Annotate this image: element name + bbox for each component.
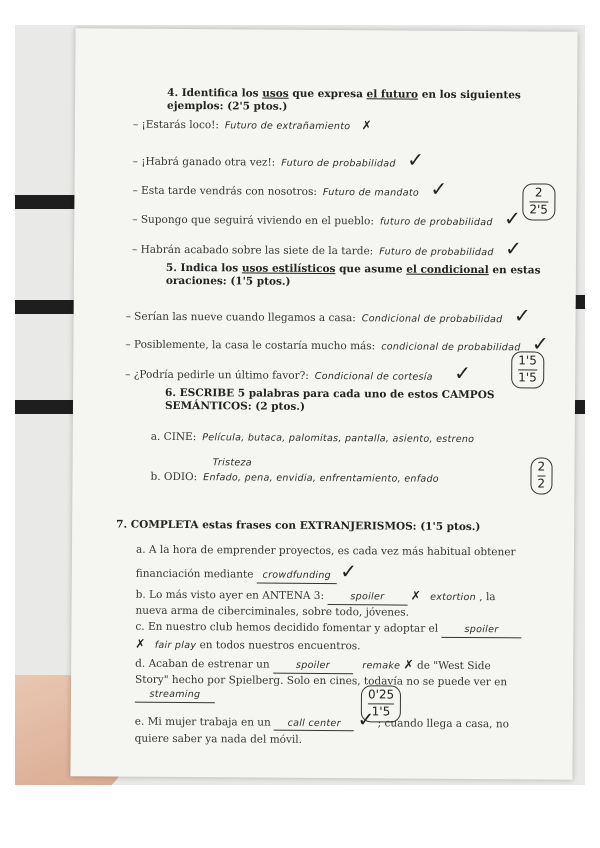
question-6-grade: 2 2 [530, 457, 552, 494]
question-6-item-cine: a. CINE: Película, butaca, palomitas, pantalla, asiento, estreno [150, 430, 475, 446]
question-5-title: 5. Indica los usos estilísticos que asume el condicional en estas oraciones: (1'5 ptos.) [165, 261, 541, 288]
question-6-note: Tristeza [212, 457, 252, 469]
question-7-grade: 0'25 1'5 [361, 685, 401, 722]
question-4-item: – ¡Estarás loco!: Futuro de extrañamiento ✗ [132, 118, 372, 133]
question-7-item: a. A la hora de emprender proyectos, es cada vez más habitual obtener financiación mediante crowdfunding ✓ [135, 543, 516, 584]
question-4-item: – Habrán acabado sobre las siete de la tarde: Futuro de probabilidad ✓ [132, 236, 522, 261]
fabric-stripe [15, 195, 75, 209]
question-5-item: – Serían las nueve cuando llegamos a casa: Condicional de probabilidad ✓ [125, 303, 531, 328]
question-7-items [135, 543, 526, 750]
question-5-item: – Posiblemente, la casa le costaría mucho más: condicional de probabilidad ✓ [125, 331, 549, 356]
question-4-title: 4. Identifica los usos que expresa el futuro en los siguientes ejemplos: (2'5 ptos.) [167, 86, 521, 113]
question-7-title: 7. COMPLETA estas frases con EXTRANJERISMOS: (1'5 ptos.) [116, 518, 481, 534]
fabric-stripe [15, 400, 75, 414]
question-7-item: d. Acaban de estrenar un spoiler remake ✗ de "West Side Story" hecho por Spielberg. Solo en cines, todavía no se puede ver en streaming [135, 654, 525, 705]
question-7-item: b. Lo más visto ayer en ANTENA 3: spoiler ✗ extortion , la nueva arma de ciberciminales, sobre todo, jóvenes. [135, 588, 496, 619]
fabric-stripe [15, 300, 75, 314]
question-5-item: – ¿Podría pedirle un último favor?: Condicional de cortesía ✓ [125, 360, 472, 386]
photo-background [15, 25, 585, 785]
question-4-item: – ¡Habrá ganado otra vez!: Futuro de probabilidad ✓ [132, 147, 424, 172]
question-4-item: – Esta tarde vendrás con nosotros: Futuro de mandato ✓ [132, 176, 448, 201]
question-4-grade: 2 2'5 [522, 183, 555, 220]
exam-sheet [70, 28, 577, 779]
question-4-item: – Supongo que seguirá viviendo en el pueblo: futuro de probabilidad ✓ [132, 206, 521, 231]
question-7-item: e. Mi mujer trabaja en un call center ✓ ; cuando llega a casa, no quiere saber ya nada del móvil. [134, 706, 510, 746]
question-7-item: c. En nuestro club hemos decidido fomentar y adoptar el spoiler ✗ fair play en todos nuestros encuentros. [135, 620, 525, 655]
question-6-title: 6. ESCRIBE 5 palabras para cada uno de estos CAMPOS SEMÁNTICOS: (2 ptos.) [164, 386, 495, 413]
question-6-item-odio: b. ODIO: Enfado, pena, envidia, enfrentamiento, enfado [150, 470, 439, 485]
question-5-grade: 1'5 1'5 [511, 351, 544, 388]
